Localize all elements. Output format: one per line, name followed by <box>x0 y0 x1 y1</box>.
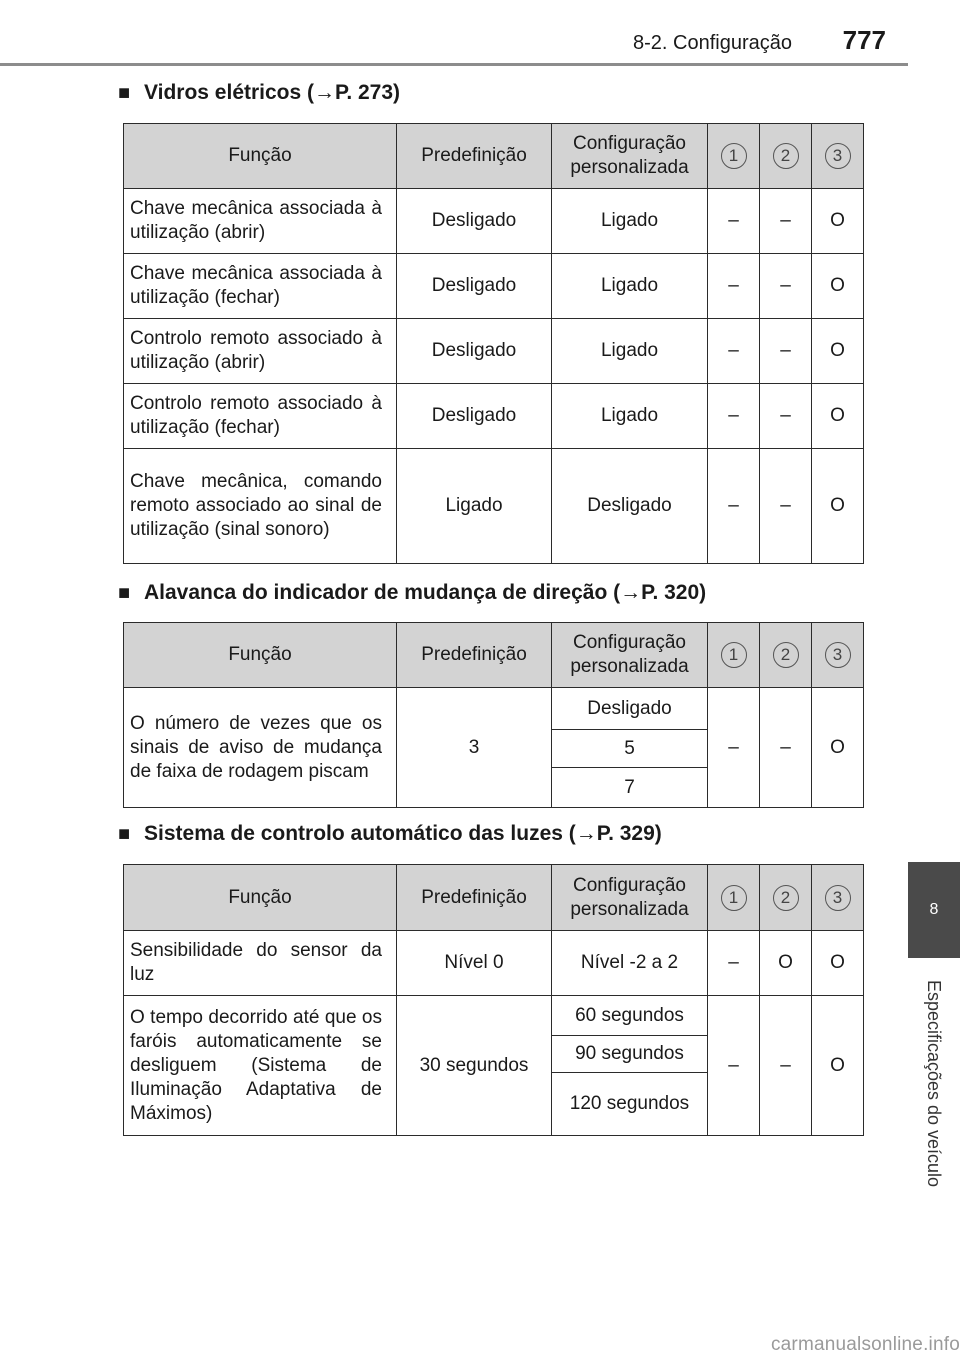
table-header-row <box>124 124 864 189</box>
cell-c2: – <box>760 688 812 808</box>
header-function: Função <box>124 124 397 189</box>
cell-c3: O <box>812 254 864 319</box>
circle-2-icon: 2 <box>773 143 799 169</box>
arrow-right-icon: → <box>620 581 642 604</box>
table-row <box>124 319 864 384</box>
cell-custom-option: 7 <box>552 768 708 808</box>
section-heading-power-windows: ■ Vidros elétricos (→P. 273) <box>118 76 400 110</box>
cell-function: O tempo decorrido até que os faróis automaticamente se desliguem (Sistema de Iluminação Adaptativa de Máximos) <box>124 996 397 1136</box>
cell-c1: – <box>708 931 760 996</box>
cell-c3: O <box>812 449 864 564</box>
watermark: carmanualsonline.info <box>770 1334 960 1355</box>
circle-1-icon: 1 <box>721 885 747 911</box>
power-windows-table <box>123 123 864 564</box>
header-function: Função <box>124 623 397 688</box>
header-col-1 <box>708 865 760 931</box>
cell-function: Chave mecânica associada à utilização (abrir) <box>124 189 397 254</box>
table-row <box>124 996 864 1036</box>
cell-c1: – <box>708 189 760 254</box>
chapter-number: 8 <box>929 901 939 918</box>
header-default: Predefinição <box>397 124 552 189</box>
cell-custom: Desligado <box>552 449 708 564</box>
cell-c2: – <box>760 996 812 1136</box>
square-bullet-icon: ■ <box>118 82 131 104</box>
arrow-right-icon: → <box>314 81 336 104</box>
page-reference-link[interactable]: P. 273) <box>335 81 401 104</box>
cell-custom: Ligado <box>552 189 708 254</box>
cell-c2: – <box>760 449 812 564</box>
header-function: Função <box>124 865 397 931</box>
square-bullet-icon: ■ <box>118 823 131 845</box>
header-col-3 <box>812 124 864 189</box>
page-reference-link[interactable]: P. 329) <box>596 822 662 845</box>
cell-c2: – <box>760 189 812 254</box>
cell-default: Desligado <box>397 384 552 449</box>
cell-c3: O <box>812 688 864 808</box>
cell-c3: O <box>812 931 864 996</box>
section-heading-turn-signal: ■ Alavanca do indicador de mudança de direção (→P. 320) <box>118 576 706 610</box>
header-col-3 <box>812 865 864 931</box>
table-row <box>124 384 864 449</box>
header-col-3 <box>812 623 864 688</box>
header-col-1 <box>708 124 760 189</box>
cell-c3: O <box>812 996 864 1136</box>
section-heading-auto-lights: ■ Sistema de controlo automático das luzes (→P. 329) <box>118 817 662 851</box>
header-custom: Configuração personalizada <box>552 623 708 688</box>
header-custom: Configuração personalizada <box>552 865 708 931</box>
cell-c1: – <box>708 319 760 384</box>
chapter-title: Especificações do veículo <box>924 979 945 1187</box>
arrow-right-icon: → <box>575 822 597 845</box>
header-custom: Configuração personalizada <box>552 124 708 189</box>
cell-default: 30 segundos <box>397 996 552 1136</box>
page-number: 777 <box>842 25 886 55</box>
cell-function: O número de vezes que os sinais de aviso de mudança de faixa de rodagem piscam <box>124 688 397 808</box>
cell-custom-option: Desligado <box>552 688 708 730</box>
header-col-2 <box>760 865 812 931</box>
page-reference-link[interactable]: P. 320) <box>641 581 707 604</box>
cell-c3: O <box>812 384 864 449</box>
cell-c2: O <box>760 931 812 996</box>
cell-c2: – <box>760 384 812 449</box>
cell-default: Nível 0 <box>397 931 552 996</box>
cell-default: Desligado <box>397 254 552 319</box>
cell-c1: – <box>708 688 760 808</box>
cell-custom-option: 120 segundos <box>552 1073 708 1136</box>
cell-custom-option: 90 segundos <box>552 1036 708 1073</box>
table-row <box>124 688 864 730</box>
cell-function: Sensibilidade do sensor da luz <box>124 931 397 996</box>
cell-custom: Ligado <box>552 319 708 384</box>
circle-3-icon: 3 <box>825 885 851 911</box>
table-header-row <box>124 865 864 931</box>
cell-custom-option: 5 <box>552 730 708 768</box>
cell-default: Ligado <box>397 449 552 564</box>
table-row <box>124 931 864 996</box>
circle-2-icon: 2 <box>773 885 799 911</box>
cell-default: Desligado <box>397 189 552 254</box>
cell-custom: Nível -2 a 2 <box>552 931 708 996</box>
cell-default: 3 <box>397 688 552 808</box>
cell-custom: Ligado <box>552 254 708 319</box>
cell-c2: – <box>760 254 812 319</box>
cell-custom: Ligado <box>552 384 708 449</box>
header-col-2 <box>760 623 812 688</box>
header-divider <box>0 63 908 66</box>
cell-c3: O <box>812 319 864 384</box>
circle-1-icon: 1 <box>721 143 747 169</box>
table-row <box>124 254 864 319</box>
circle-2-icon: 2 <box>773 642 799 668</box>
cell-function: Chave mecânica, comando remoto associado ao sinal de utilização (sinal sonoro) <box>124 449 397 564</box>
auto-lights-table <box>123 864 864 1136</box>
cell-c3: O <box>812 189 864 254</box>
cell-default: Desligado <box>397 319 552 384</box>
circle-1-icon: 1 <box>721 642 747 668</box>
section-title: 8-2. Configuração <box>633 32 792 54</box>
cell-function: Controlo remoto associado à utilização (fechar) <box>124 384 397 449</box>
header-default: Predefinição <box>397 623 552 688</box>
circle-3-icon: 3 <box>825 642 851 668</box>
header-col-1 <box>708 623 760 688</box>
cell-c1: – <box>708 384 760 449</box>
table-row <box>124 449 864 564</box>
table-header-row <box>124 623 864 688</box>
turn-signal-table <box>123 622 864 808</box>
square-bullet-icon: ■ <box>118 582 131 604</box>
header-col-2 <box>760 124 812 189</box>
cell-c1: – <box>708 254 760 319</box>
cell-function: Chave mecânica associada à utilização (fechar) <box>124 254 397 319</box>
header-default: Predefinição <box>397 865 552 931</box>
cell-c2: – <box>760 319 812 384</box>
chapter-label <box>908 958 960 1208</box>
table-row <box>124 189 864 254</box>
circle-3-icon: 3 <box>825 143 851 169</box>
cell-c1: – <box>708 996 760 1136</box>
cell-custom-option: 60 segundos <box>552 996 708 1036</box>
chapter-tab[interactable] <box>908 862 960 958</box>
cell-c1: – <box>708 449 760 564</box>
cell-function: Controlo remoto associado à utilização (abrir) <box>124 319 397 384</box>
